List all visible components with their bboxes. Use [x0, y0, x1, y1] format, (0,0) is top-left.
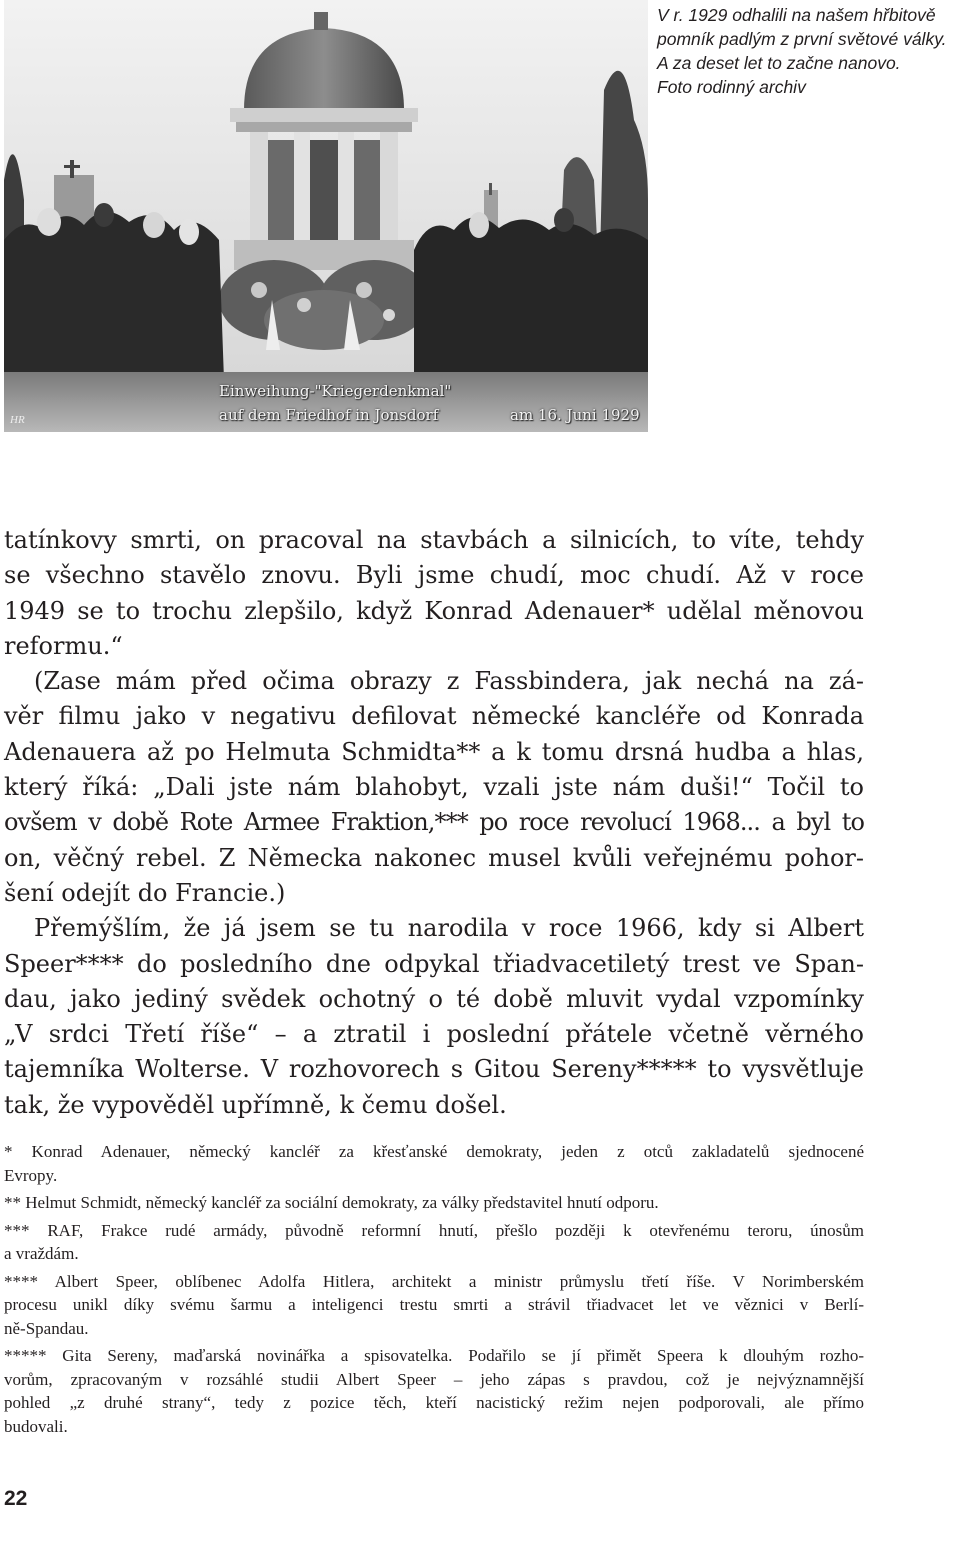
text-line: šení odejít do Francie.) [4, 878, 286, 907]
photo-caption-date: am 16. Juni 1929 [510, 406, 640, 424]
text-line: tak, že vypověděl upřímně, k čemu došel. [4, 1090, 507, 1119]
footnote-2 [4, 1191, 864, 1215]
body-text [4, 523, 864, 1123]
side-caption-line: pomník padlým z první světové války. [657, 29, 947, 49]
text-line: věr filmu jako v negativu defilovat německé kancléře od Konrada [4, 702, 864, 731]
text-line: Přemýšlím, že já jsem se tu narodila v roce 1966, kdy si Albert [34, 914, 864, 943]
text-line: ovšem v době Rote Armee Fraktion,*** po roce revolucí 1968... a byl to [4, 808, 864, 837]
text-line: „V srdci Třetí říše“ – a ztratil i poslední přátele včetně věrného [4, 1020, 864, 1049]
footnote-line: pohled „z druhé strany“, tedy z pozice těch, kteří nacistický režim nejen podporovali, ale přímo [4, 1393, 864, 1412]
footnotes [4, 1140, 864, 1442]
text-line: (Zase mám před očima obrazy z Fassbindera, jak nechá na zá- [34, 667, 864, 696]
text-line: 1949 se to trochu zlepšilo, když Konrad Adenauer* udělal měnovou [4, 596, 864, 625]
text-line: tajemníka Wolterse. V rozhovorech s Gitou Sereny***** to vysvětluje [4, 1055, 864, 1084]
footnote-line: * Konrad Adenauer, německý kancléř za křesťanské demokraty, jeden z otců zakladatelů sjednocené [4, 1142, 864, 1161]
footnote-3 [4, 1219, 864, 1266]
photo-side-caption [657, 3, 957, 99]
side-caption-line: V r. 1929 odhalili na našem hřbitově [657, 5, 936, 25]
footnote-line: ** Helmut Schmidt, německý kancléř za sociální demokraty, za války představitel hnutí odporu. [4, 1193, 659, 1212]
footnote-line: a vraždám. [4, 1244, 79, 1263]
footnote-line: procesu unikl díky svému šarmu a inteligenci trestu smrti a strávil třiadvacet let ve věznici v Berlí- [4, 1295, 864, 1314]
text-line: tatínkovy smrti, on pracoval na stavbách a silnicích, to víte, tehdy [4, 526, 864, 554]
text-line: Adenauera až po Helmuta Schmidta** a k tomu drsná hudba a hlas, [4, 737, 864, 766]
text-line: se všechno stavělo znovu. Byli jsme chudí, moc chudí. Až v roce [4, 561, 864, 590]
text-line: který říká: „Dali jste nám blahobyt, vzali jste nám duši!“ Točil to [4, 773, 864, 802]
photo-caption-line-1: Einweihung-"Kriegerdenkmal" [219, 382, 452, 400]
text-line: dau, jako jediný svědek ochotný o té době mluvit vydal vzpomínky [4, 984, 864, 1013]
footnote-line: *** RAF, Frakce rudé armády, původně reformní hnutí, přešlo později k otevřenému teroru, únosům [4, 1220, 864, 1240]
page-number: 22 [4, 1487, 28, 1510]
paragraph-3 [4, 911, 864, 1123]
photo-illustration [4, 0, 648, 432]
side-caption-credit: Foto rodinný archiv [657, 77, 806, 97]
photo-caption-line-2: auf dem Friedhof in Jonsdorf [219, 406, 439, 424]
footnote-line: ně-Spandau. [4, 1318, 89, 1338]
footnote-5 [4, 1344, 864, 1438]
footnote-line: vorům, zpracovaným v rozsáhlé studii Albert Speer – jeho zápas s pravdou, což je nejvýznamnější [4, 1369, 864, 1389]
footnote-line: budovali. [4, 1416, 68, 1436]
paragraph-2 [4, 664, 864, 911]
side-caption-line: A za deset let to začne nanovo. [657, 53, 901, 73]
text-line: Speer**** do posledního dne odpykal třiadvacetiletý trest ve Span- [4, 949, 864, 978]
text-line: reformu.“ [4, 631, 123, 660]
paragraph-1 [4, 523, 864, 664]
footnote-line: ***** Gita Sereny, maďarská novinářka a spisovatelka. Podařilo se jí přimět Speera k dlouhým rozho- [4, 1346, 864, 1365]
footnote-1 [4, 1140, 864, 1187]
photo-monogram: HR [10, 414, 25, 426]
footnote-line: **** Albert Speer, oblíbenec Adolfa Hitlera, architekt a ministr průmyslu třetí říše. V Norimberském [4, 1271, 864, 1291]
footnote-line: Evropy. [4, 1165, 58, 1185]
footnote-4 [4, 1270, 864, 1341]
memorial-photograph [4, 0, 648, 432]
text-line: on, věčný rebel. Z Německa nakonec musel kvůli veřejnému pohor- [4, 843, 864, 872]
